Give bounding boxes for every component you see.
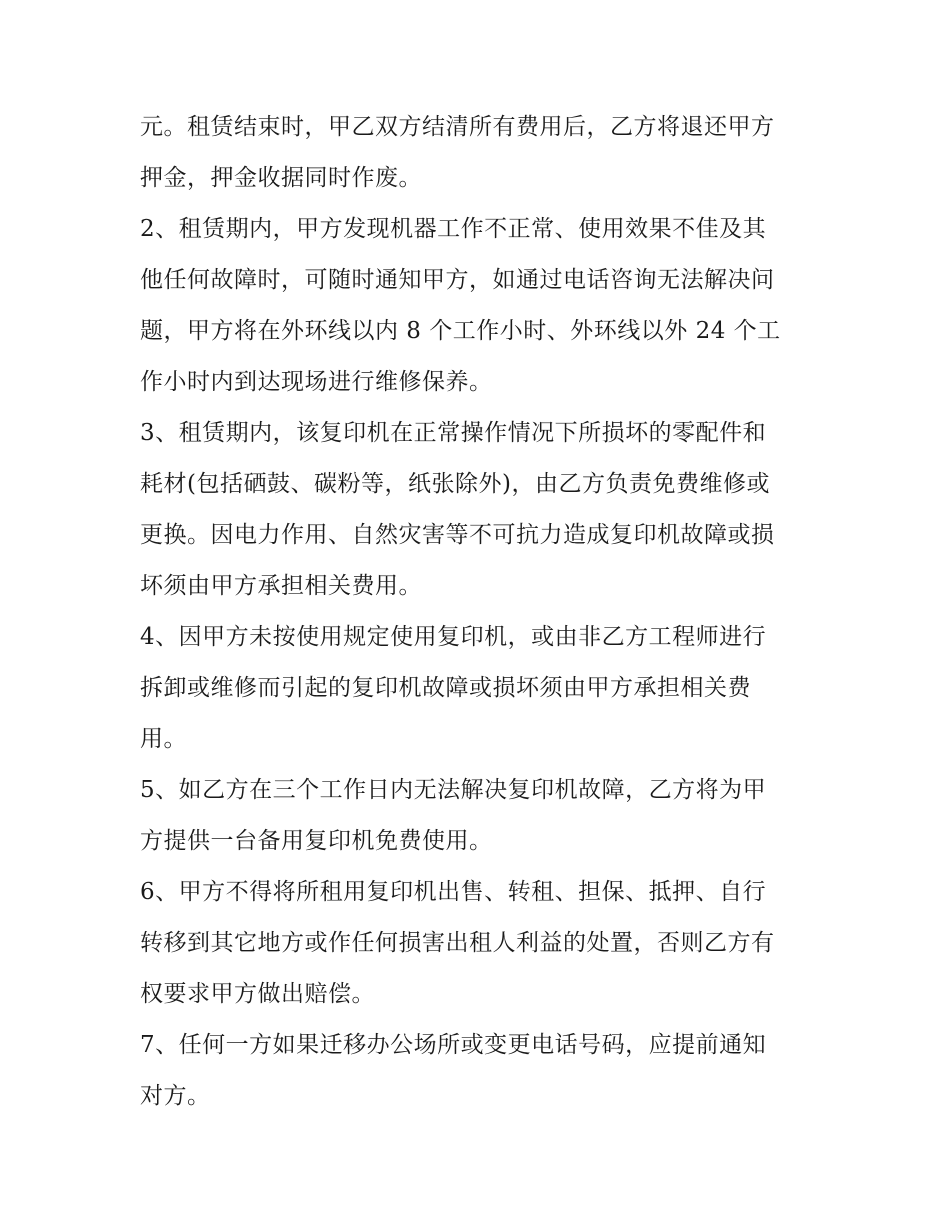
- text-line: 元。租赁结束时，甲乙双方结清所有费用后，乙方将退还甲方: [140, 114, 775, 140]
- text-line: 方提供一台备用复印机免费使用。: [140, 828, 493, 854]
- paragraph-clause-3: [140, 408, 820, 612]
- text-line: 5、如乙方在三个工作日内无法解决复印机故障，乙方将为甲: [140, 777, 767, 803]
- text-line: 作小时内到达现场进行维修保养。: [140, 369, 493, 395]
- text-line: 转移到其它地方或作任何损害出租人利益的处置，否则乙方有: [140, 930, 775, 956]
- paragraph-clause-4: [140, 612, 820, 765]
- text-line: 6、甲方不得将所租用复印机出售、转租、担保、抵押、自行: [140, 879, 767, 905]
- text-line: 题，甲方将在外环线以内 8 个工作小时、外环线以外 24 个工: [140, 318, 781, 344]
- text-line: 更换。因电力作用、自然灾害等不可抗力造成复印机故障或损: [140, 522, 775, 548]
- text-line: 押金，押金收据同时作废。: [140, 165, 422, 191]
- text-line: 7、任何一方如果迁移办公场所或变更电话号码，应提前通知: [140, 1032, 767, 1058]
- text-line: 用。: [140, 726, 187, 752]
- text-line: 耗材(包括硒鼓、碳粉等，纸张除外)，由乙方负责免费维修或: [140, 471, 770, 497]
- text-line: 坏须由甲方承担相关费用。: [140, 573, 422, 599]
- paragraph-clause-5: [140, 765, 820, 867]
- text-line: 对方。: [140, 1083, 211, 1109]
- text-line: 2、租赁期内，甲方发现机器工作不正常、使用效果不佳及其: [140, 216, 767, 242]
- paragraph-clause-6: [140, 867, 820, 1020]
- text-line: 拆卸或维修而引起的复印机故障或损坏须由甲方承担相关费: [140, 675, 751, 701]
- text-line: 他任何故障时，可随时通知甲方，如通过电话咨询无法解决问: [140, 267, 775, 293]
- document-body: [140, 102, 820, 1122]
- text-line: 3、租赁期内，该复印机在正常操作情况下所损坏的零配件和: [140, 420, 767, 446]
- paragraph-clause-2: [140, 204, 820, 408]
- paragraph-clause-7: [140, 1020, 820, 1122]
- text-line: 权要求甲方做出赔偿。: [140, 981, 375, 1007]
- text-line: 4、因甲方未按使用规定使用复印机，或由非乙方工程师进行: [140, 624, 767, 650]
- paragraph-deposit-refund: [140, 102, 820, 204]
